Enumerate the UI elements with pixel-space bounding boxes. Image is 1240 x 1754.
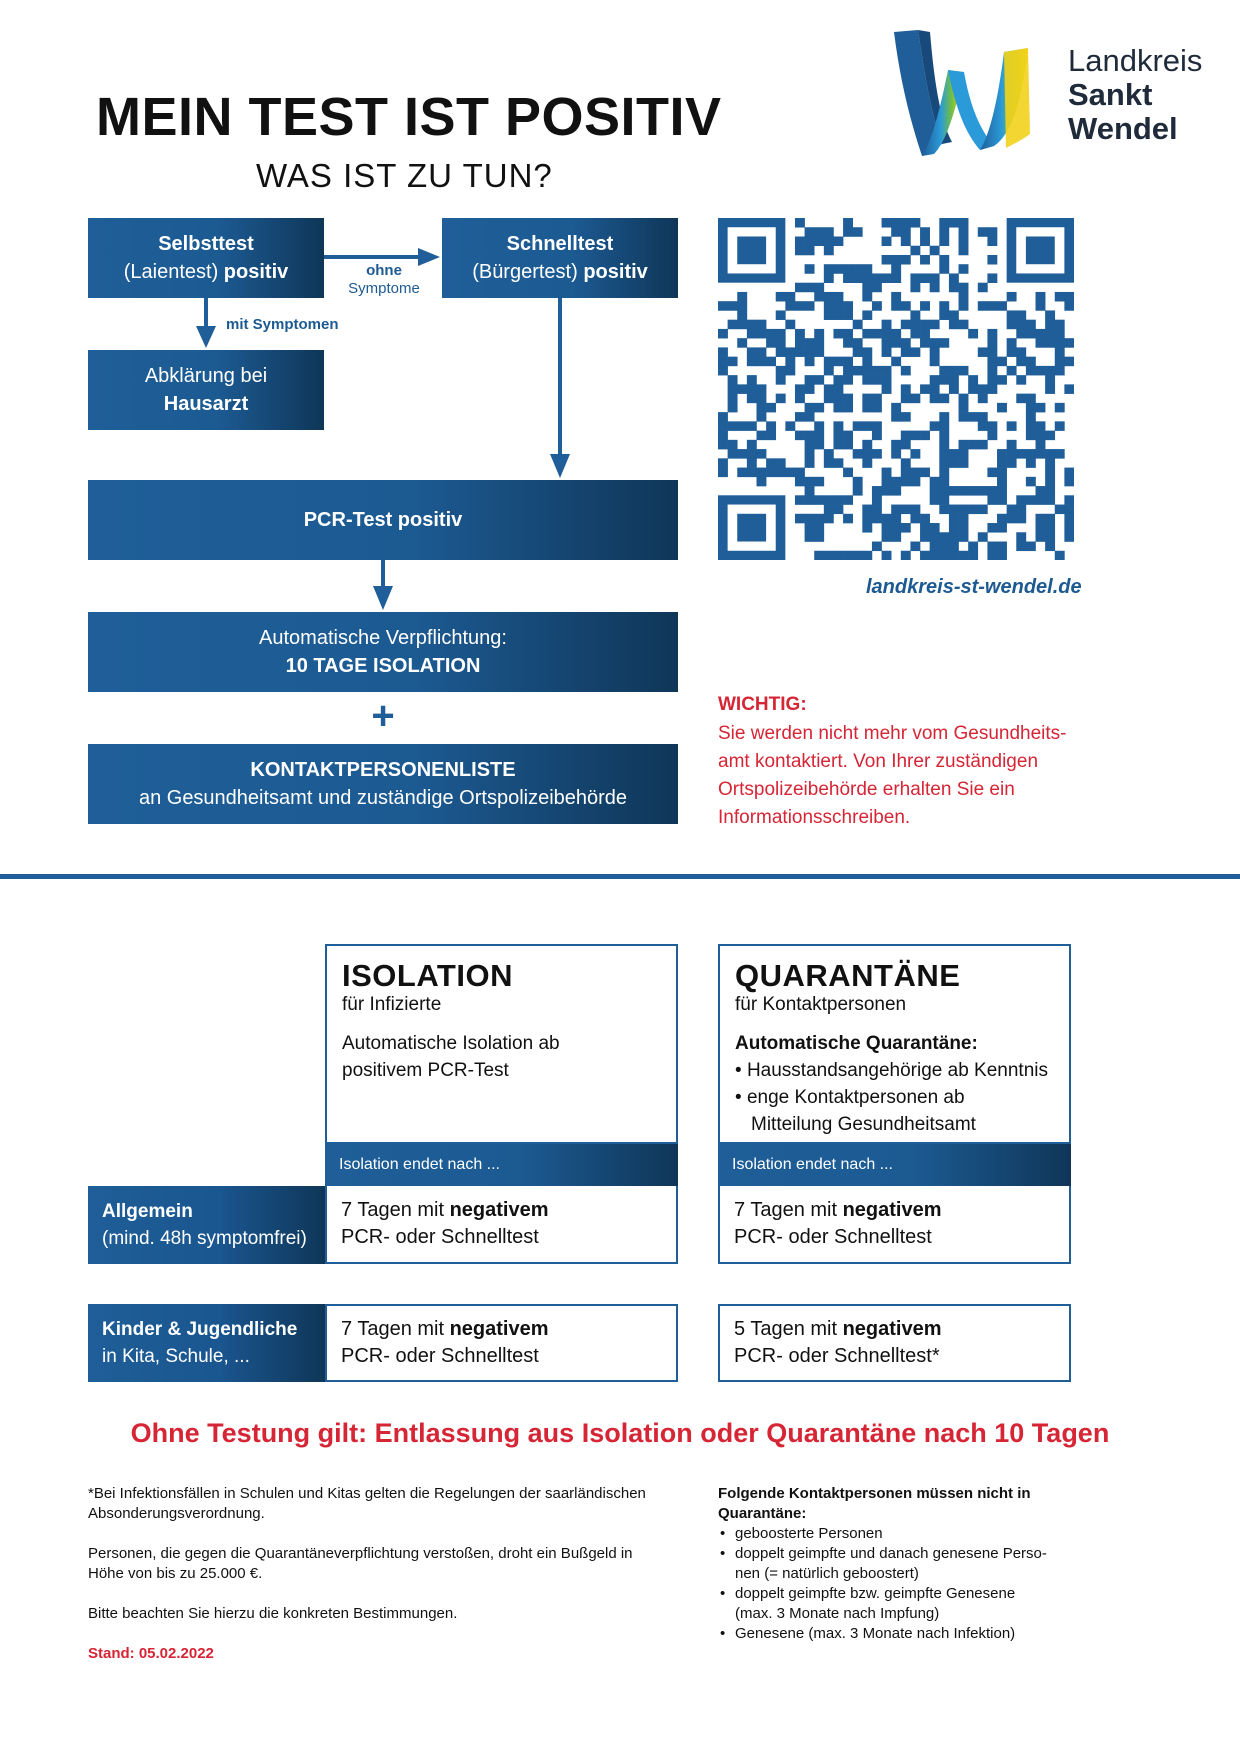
isolation-panel [325, 944, 678, 1144]
arrowhead-schnelltest-pcr [550, 454, 570, 478]
schnelltest-box [442, 218, 678, 298]
page-title: MEIN TEST IST POSITIV [96, 87, 722, 147]
verpflichtung-line-2: 10 TAGE ISOLATION [285, 655, 481, 677]
exempt-contacts [718, 1484, 1078, 1644]
website-url[interactable]: landkreis-st-wendel.de [866, 576, 1082, 598]
quarantaene-panel [718, 944, 1071, 1144]
section-divider [0, 874, 1240, 879]
page-subtitle: WAS IST ZU TUN? [256, 157, 553, 194]
row-header-allgemein [88, 1186, 325, 1264]
exempt-item: • doppelt geimpfte und danach genesene Perso- nen (= natürlich geboostert) [718, 1544, 1078, 1584]
isolation-text [342, 1030, 676, 1084]
wichtig-line-1: Sie werden nicht mehr vom Gesundheits- [718, 723, 1067, 744]
selbsttest-title: Selbsttest [158, 233, 254, 255]
allgemein-title: Allgemein [102, 1201, 193, 1222]
quarantaene-sub: für Kontaktpersonen [735, 994, 907, 1015]
plus-sign: + [371, 694, 395, 738]
symptome-label: Symptome [348, 280, 420, 297]
qr-code[interactable] [718, 218, 1074, 560]
schnelltest-sub: (Bürgertest) [472, 261, 578, 283]
isolation-sub: für Infizierte [342, 994, 442, 1015]
schnelltest-positiv: positiv [583, 261, 648, 283]
quarantaene-bullet-2: • enge Kontaktpersonen ab [735, 1087, 965, 1108]
mit-symptomen-label: mit Symptomen [226, 316, 339, 333]
exempt-item: • geboosterte Personen [718, 1524, 1078, 1544]
quarantaene-bullet-1: • Hausstandsangehörige ab Kenntnis [735, 1060, 1048, 1081]
quarantaene-auto: Automatische Quarantäne: [735, 1033, 978, 1054]
isolation-text-line-1: Automatische Isolation ab [342, 1033, 560, 1054]
quarantaene-text [735, 1030, 1069, 1138]
schnelltest-title: Schnelltest [506, 233, 614, 255]
stand-date: Stand: 05.02.2022 [88, 1645, 214, 1662]
abklaerung-line-2: Hausarzt [163, 393, 249, 415]
isolation-strip: Isolation endet nach ... [325, 1144, 678, 1186]
isolation-kinder-cell: 7 Tagen mit negativem PCR- oder Schnelltest [325, 1304, 678, 1382]
exempt-list [718, 1524, 1078, 1644]
selbsttest-sub: (Laientest) [123, 261, 219, 283]
allgemein-sub: (mind. 48h symptomfrei) [102, 1228, 307, 1249]
footer-note-3: Bitte beachten Sie hierzu die konkreten Bestimmungen. [88, 1605, 458, 1622]
logo-text [1068, 44, 1202, 146]
logo-line-1: Landkreis [1068, 43, 1203, 78]
exempt-item: • Genesene (max. 3 Monate nach Infektion) [718, 1624, 1078, 1644]
exempt-heading: Folgende Kontaktpersonen müssen nicht in Quarantäne: [718, 1485, 1031, 1522]
arrowhead-pcr-verpflichtung [373, 586, 393, 610]
wichtig-text [718, 720, 1088, 832]
selbsttest-box [88, 218, 324, 298]
quarantaene-strip: Isolation endet nach ... [718, 1144, 1071, 1186]
abklaerung-line-1: Abklärung bei [144, 365, 268, 387]
wichtig-line-2: amt kontaktiert. Von Ihrer zuständigen [718, 751, 1039, 772]
kontaktliste-sub: an Gesundheitsamt und zuständige Ortspolizeibehörde [138, 787, 628, 809]
kontaktliste-box [88, 744, 678, 824]
wichtig-line-4: Informationsschreiben. [718, 807, 911, 828]
isolation-title: ISOLATION [342, 958, 513, 993]
arrowhead-mit-symptomen [196, 326, 216, 348]
quarantaene-bullet-2-cont: Mitteilung Gesundheitsamt [751, 1114, 976, 1135]
isolation-text-line-2: positivem PCR-Test [342, 1060, 509, 1081]
kontaktliste-title: KONTAKTPERSONENLISTE [250, 759, 516, 781]
quarantaene-kinder-cell: 5 Tagen mit negativem PCR- oder Schnelltest* [718, 1304, 1071, 1382]
footer-note-2: Personen, die gegen die Quarantäneverpflichtung verstoßen, droht ein Bußgeld in Höhe von bis zu 25.000 €. [88, 1545, 633, 1582]
isolation-allgemein-cell: 7 Tagen mit negativem PCR- oder Schnelltest [325, 1186, 678, 1264]
footer-note-1: *Bei Infektionsfällen in Schulen und Kitas gelten die Regelungen der saarländischen Absonderungsverordnung. [88, 1485, 646, 1522]
wichtig-title: WICHTIG: [718, 694, 807, 715]
kinder-title: Kinder & Jugendliche [102, 1319, 298, 1340]
ohne-testung-notice: Ohne Testung gilt: Entlassung aus Isolation oder Quarantäne nach 10 Tagen [130, 1418, 1110, 1448]
ohne-symptome-label [330, 262, 438, 298]
wichtig-line-3: Ortspolizeibehörde erhalten Sie ein [718, 779, 1015, 800]
logo-line-3: Wendel [1068, 111, 1178, 146]
exempt-item: • doppelt geimpfte bzw. geimpfte Genesene (max. 3 Monate nach Impfung) [718, 1584, 1078, 1624]
verpflichtung-box [88, 612, 678, 692]
pcr-label: PCR-Test positiv [303, 509, 463, 531]
quarantaene-title: QUARANTÄNE [735, 958, 961, 993]
selbsttest-positiv: positiv [223, 261, 289, 283]
verpflichtung-line-1: Automatische Verpflichtung: [259, 627, 507, 649]
ohne-label: ohne [366, 262, 402, 279]
kinder-sub: in Kita, Schule, ... [102, 1346, 250, 1367]
footer-notes [88, 1484, 708, 1684]
pcr-box [88, 480, 678, 560]
abklaerung-box [88, 350, 324, 430]
row-header-kinder [88, 1304, 325, 1382]
logo-line-2: Sankt [1068, 77, 1153, 112]
quarantaene-allgemein-cell: 7 Tagen mit negativem PCR- oder Schnelltest [718, 1186, 1071, 1264]
